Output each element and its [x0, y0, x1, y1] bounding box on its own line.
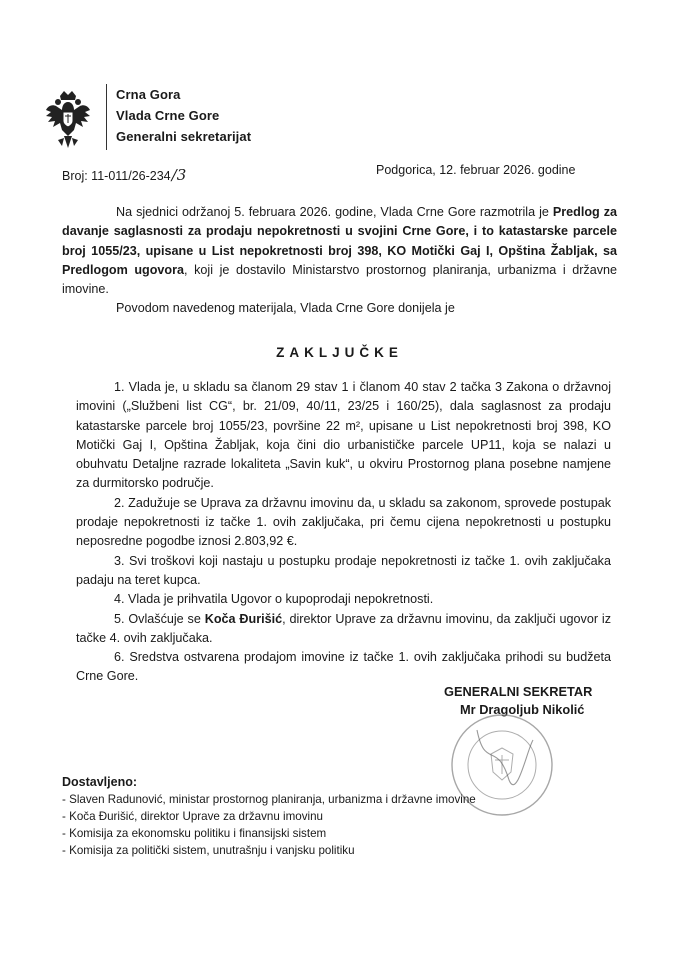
conclusion-5-text-a: 5. Ovlašćuje se: [114, 611, 205, 626]
distribution-item: - Komisija za ekonomsku politiku i finansijski sistem: [62, 825, 476, 842]
issuer-government: Vlada Crne Gore: [116, 108, 220, 123]
signature-title: GENERALNI SEKRETAR: [444, 684, 593, 699]
distribution-title: Dostavljeno:: [62, 775, 138, 789]
issuer-header: [116, 84, 251, 147]
conclusion-item-1: 1. Vlada je, u skladu sa članom 29 stav 1 i članom 40 stav 2 tačka 3 Zakona o državnoj imovini („Službeni list CG“, br. 21/09, 40/11, 23/25 i 160/25), dala saglasnost za prodaju katastarske parcele broj 1055/23, površine 22 m², upisane u List nepokretnosti broj 398, KO Motički Gaj I, Opština Žabljak, koja čini dio urbanističke parcele UP11, koja se nalazi u obuhvatu Detaljne razrade lokaliteta „Savin kuk“, u okviru Prostornog plana posebne namjene za durmitorsko područje.: [76, 380, 611, 491]
intro-decision-line: Povodom navedenog materijala, Vlada Crne Gore donijela je: [116, 301, 455, 316]
conclusion-item-4: 4. Vlada je prihvatila Ugovor o kupoprodaji nepokretnosti.: [114, 592, 434, 607]
issuer-country: Crna Gora: [116, 87, 181, 102]
intro-section: [62, 203, 617, 319]
intro-text-b: , koji je dostavilo Ministarstvo prostornog planiranja, urbanizma i državne imovine.: [62, 262, 617, 297]
reference-number-text: Broj: 11-011/26-234: [62, 169, 171, 183]
conclusion-item-3: 3. Svi troškovi koji nastaju u postupku prodaje nepokretnosti iz tačke 1. ovih zaključaka padaju na teret kupca.: [76, 553, 611, 587]
distribution-item: - Slaven Radunović, ministar prostornog planiranja, urbanizma i državne imovine: [62, 791, 476, 808]
conclusion-item-2: 2. Zadužuje se Uprava za državnu imovinu da, u skladu sa zakonom, sprovede postupak prodaje nepokretnosti iz tačke 1. ovih zaključaka, pri čemu cijena nepokretnosti u postupku neposredne pogodbe iznosi 2.803,92 €.: [76, 495, 611, 549]
distribution-list: [62, 774, 476, 859]
intro-subject-bold: Predlog za davanje saglasnosti za prodaju nepokretnosti u svojini Crne Gore, i to katastarske parcele broj 1055/23, upisane u List nepokretnosti broj 398, KO Motički Gaj I, Opština Žabljak, sa Predlogom ugovora: [62, 205, 617, 277]
conclusion-item-5: [76, 610, 611, 649]
conclusion-5-name: Koča Đurišić: [204, 611, 283, 626]
dateline: Podgorica, 12. februar 2026. godine: [376, 163, 576, 177]
distribution-items: [62, 791, 476, 859]
issuer-secretariat: Generalni sekretarijat: [116, 129, 252, 144]
conclusion-5-text-b: , direktor Uprave za državnu imovinu, da zaključi ugovor iz tačke 4. ovih zaključaka.: [76, 611, 611, 645]
section-heading: ZAKLJUČKE: [276, 345, 403, 360]
reference-number: [62, 166, 186, 184]
intro-paragraph: [62, 203, 617, 299]
reference-handwritten-suffix: /3: [171, 166, 187, 184]
distribution-item: - Koča Đurišić, direktor Uprave za državnu imovinu: [62, 808, 476, 825]
conclusions-list: [76, 378, 611, 687]
header-divider: [106, 84, 107, 150]
intro-text-a: Na sjednici održanoj 5. februara 2026. godine, Vlada Crne Gore razmotrila je: [116, 205, 553, 219]
conclusion-item-6: 6. Sredstva ostvarena prodajom imovine iz tačke 1. ovih zaključaka prihodi su budžeta Crne Gore.: [76, 650, 611, 684]
signature-name: Mr Dragoljub Nikolić: [460, 702, 585, 717]
coat-of-arms-icon: [42, 90, 94, 152]
distribution-item: - Komisija za politički sistem, unutrašnju i vanjsku politiku: [62, 842, 476, 859]
